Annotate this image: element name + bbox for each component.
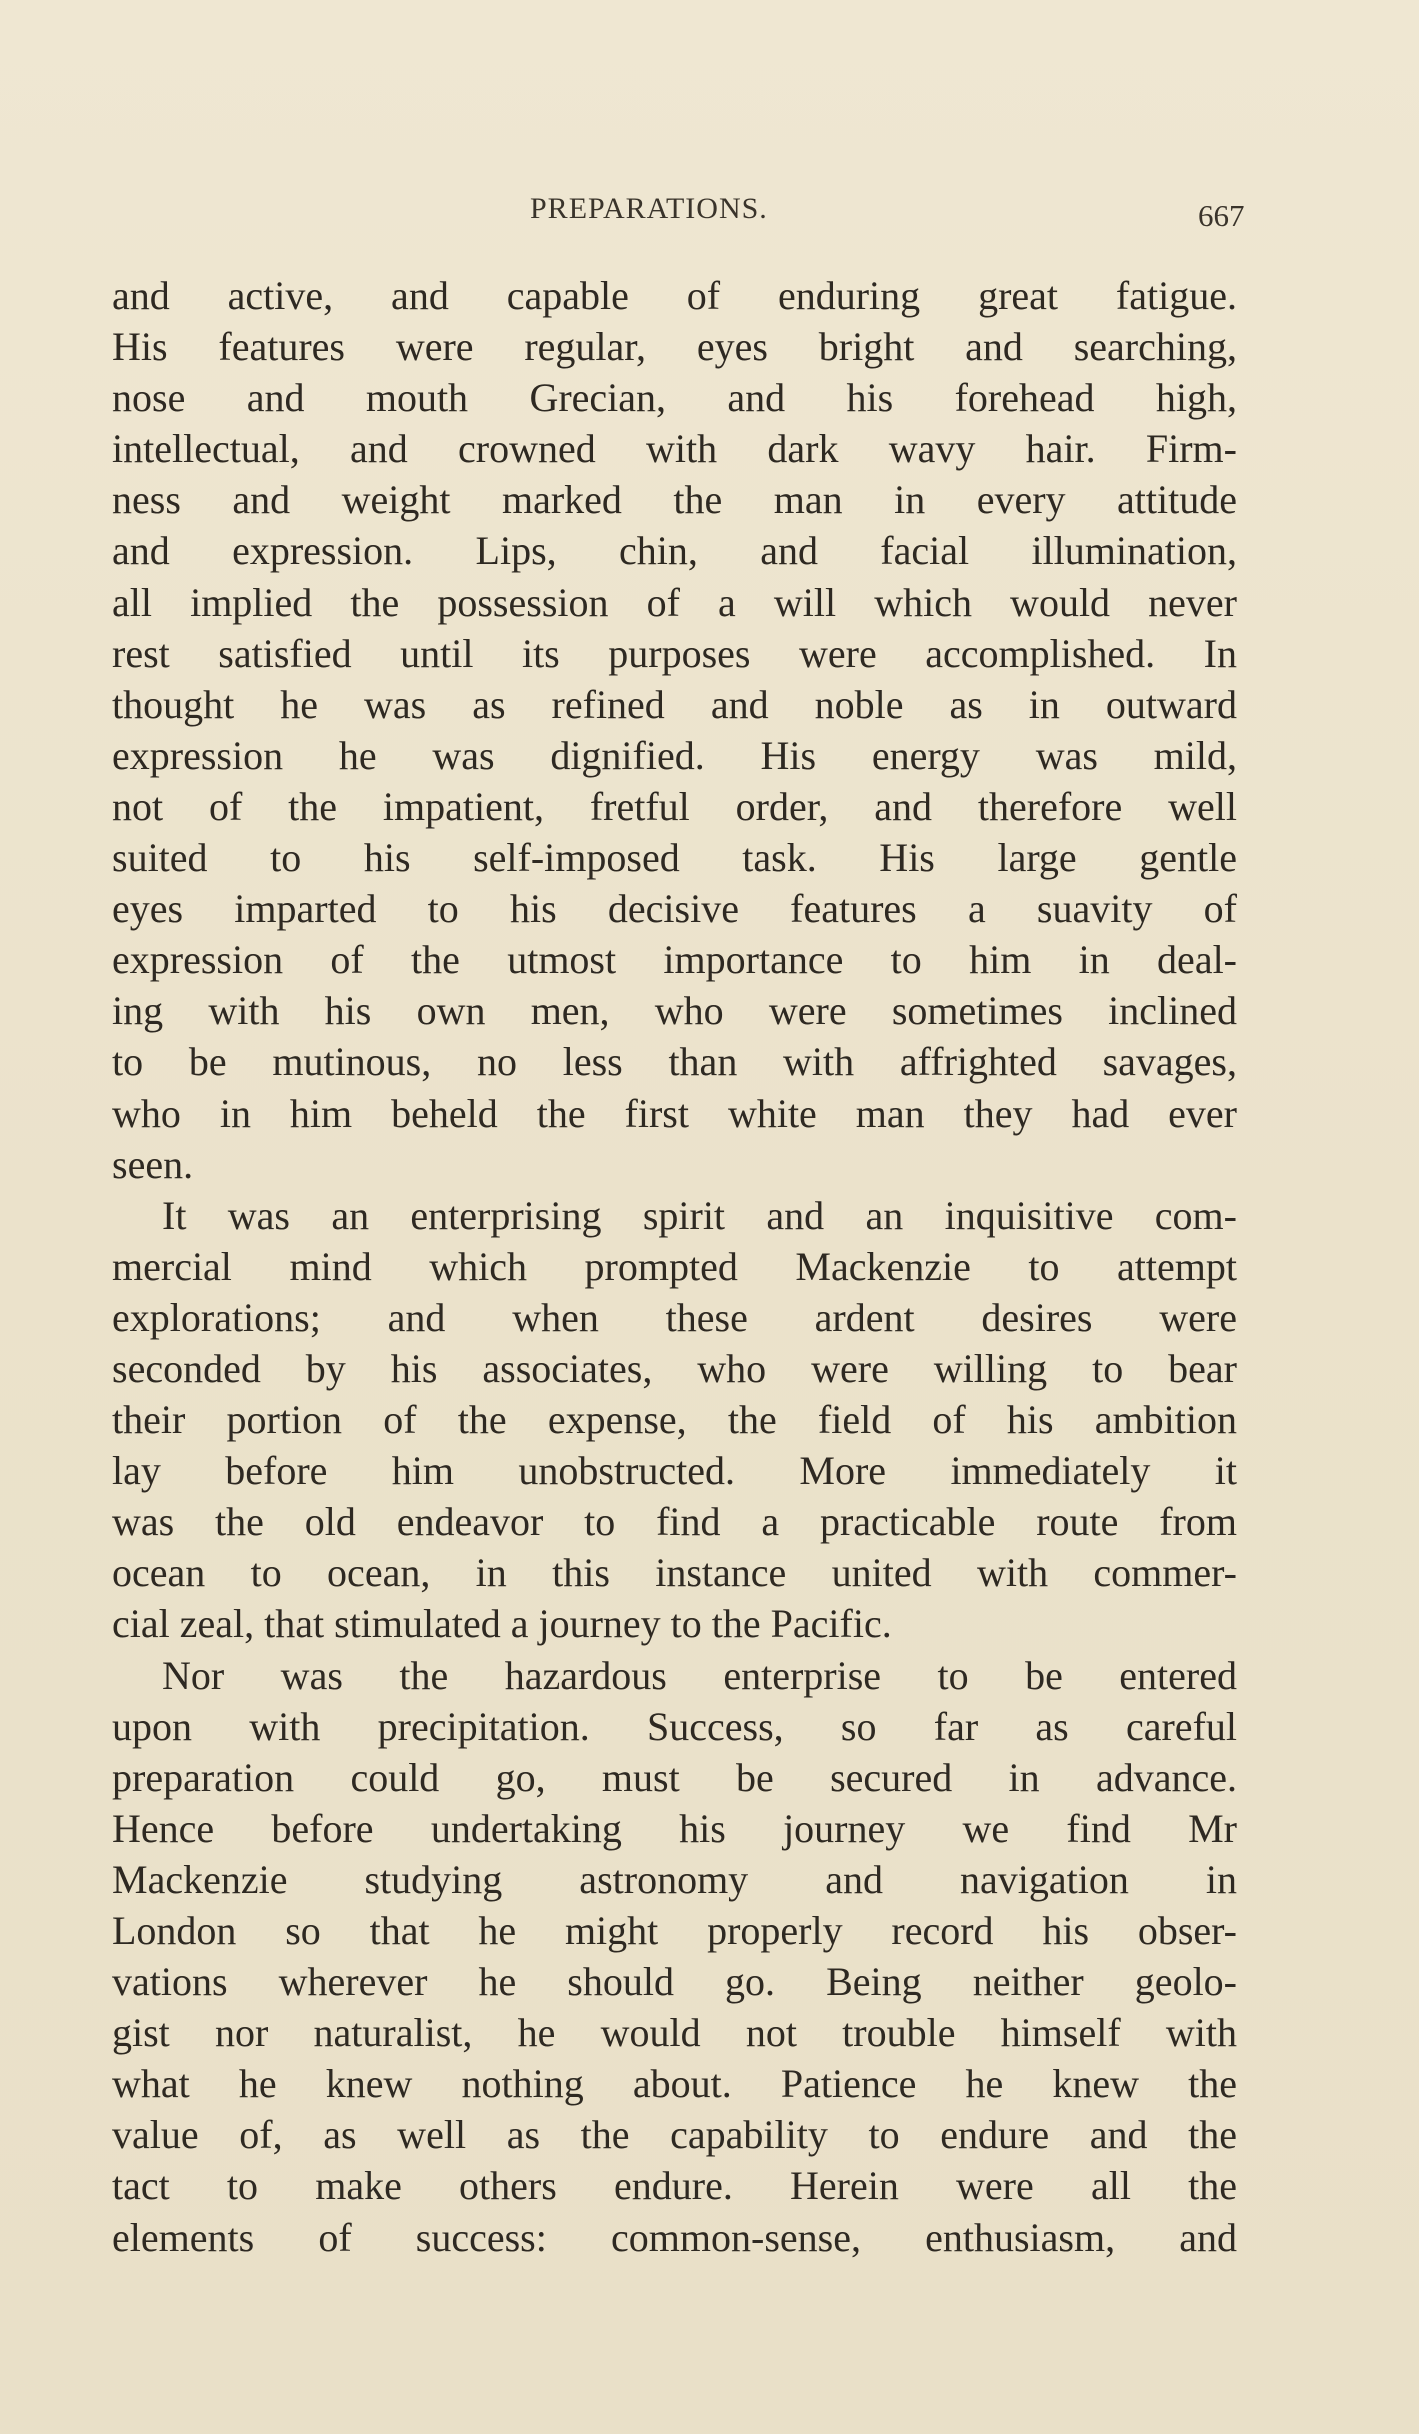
text-line: eyes imparted to his decisive features a suavity of bbox=[112, 886, 1237, 932]
text-line: Hence before undertaking his journey we find Mr bbox=[112, 1805, 1237, 1851]
text-line: who in him beheld the first white man they had ever bbox=[112, 1090, 1237, 1136]
text-line: what he knew nothing about. Patience he knew the bbox=[112, 2061, 1237, 2107]
text-line: London so that he might properly record his obser- bbox=[112, 1908, 1237, 1953]
text-line: tact to make others endure. Herein were all the bbox=[112, 2163, 1237, 2209]
text-line: His features were regular, eyes bright and searching, bbox=[112, 324, 1237, 370]
text-line: ness and weight marked the man in every attitude bbox=[112, 477, 1237, 523]
text-line: thought he was as refined and noble as in outward bbox=[112, 681, 1237, 727]
text-line: vations wherever he should go. Being neither geolo- bbox=[112, 1959, 1237, 2005]
text-line: preparation could go, must be secured in advance. bbox=[112, 1754, 1237, 1800]
page-number: 667 bbox=[1198, 198, 1245, 233]
text-line: ing with his own men, who were sometimes inclined bbox=[112, 988, 1237, 1034]
body-text bbox=[112, 270, 1237, 2263]
text-line: value of, as well as the capability to endure and the bbox=[112, 2112, 1237, 2158]
text-line: was the old endeavor to find a practicable route from bbox=[112, 1499, 1237, 1545]
text-line: their portion of the expense, the field of his ambition bbox=[112, 1397, 1237, 1443]
text-line: lay before him unobstructed. More immediately it bbox=[112, 1448, 1237, 1494]
running-head bbox=[0, 192, 1419, 232]
text-line: expression he was dignified. His energy was mild, bbox=[112, 732, 1237, 778]
text-line: seen. bbox=[112, 1141, 194, 1187]
text-line: cial zeal, that stimulated a journey to the Pacific. bbox=[112, 1601, 892, 1647]
text-line: mercial mind which prompted Mackenzie to attempt bbox=[112, 1243, 1237, 1289]
text-line: all implied the possession of a will which would never bbox=[112, 579, 1237, 625]
text-line: ocean to ocean, in this instance united with commer- bbox=[112, 1550, 1237, 1596]
text-line: explorations; and when these ardent desires were bbox=[112, 1294, 1237, 1340]
text-line: seconded by his associates, who were willing to bear bbox=[112, 1345, 1237, 1391]
text-line: expression of the utmost importance to him in deal- bbox=[112, 937, 1237, 983]
text-line: and active, and capable of enduring great fatigue. bbox=[112, 273, 1237, 318]
text-line: suited to his self-imposed task. His large gentle bbox=[112, 835, 1237, 881]
text-line: It was an enterprising spirit and an inquisitive com- bbox=[162, 1192, 1237, 1238]
text-line: rest satisfied until its purposes were accomplished. In bbox=[112, 630, 1237, 676]
text-line: gist nor naturalist, he would not trouble himself with bbox=[112, 2010, 1237, 2056]
text-line: and expression. Lips, chin, and facial illumination, bbox=[112, 528, 1237, 574]
running-title: PREPARATIONS. bbox=[530, 192, 768, 225]
text-line: intellectual, and crowned with dark wavy hair. Firm- bbox=[112, 426, 1237, 472]
text-line: upon with precipitation. Success, so far as careful bbox=[112, 1703, 1237, 1749]
text-line: elements of success: common-sense, enthusiasm, and bbox=[112, 2214, 1237, 2260]
text-line: not of the impatient, fretful order, and therefore well bbox=[112, 783, 1237, 829]
text-line: Mackenzie studying astronomy and navigation in bbox=[112, 1856, 1237, 1902]
text-line: nose and mouth Grecian, and his forehead high, bbox=[112, 375, 1237, 421]
text-line: Nor was the hazardous enterprise to be entered bbox=[162, 1652, 1237, 1698]
text-line: to be mutinous, no less than with affrighted savages, bbox=[112, 1039, 1237, 1085]
